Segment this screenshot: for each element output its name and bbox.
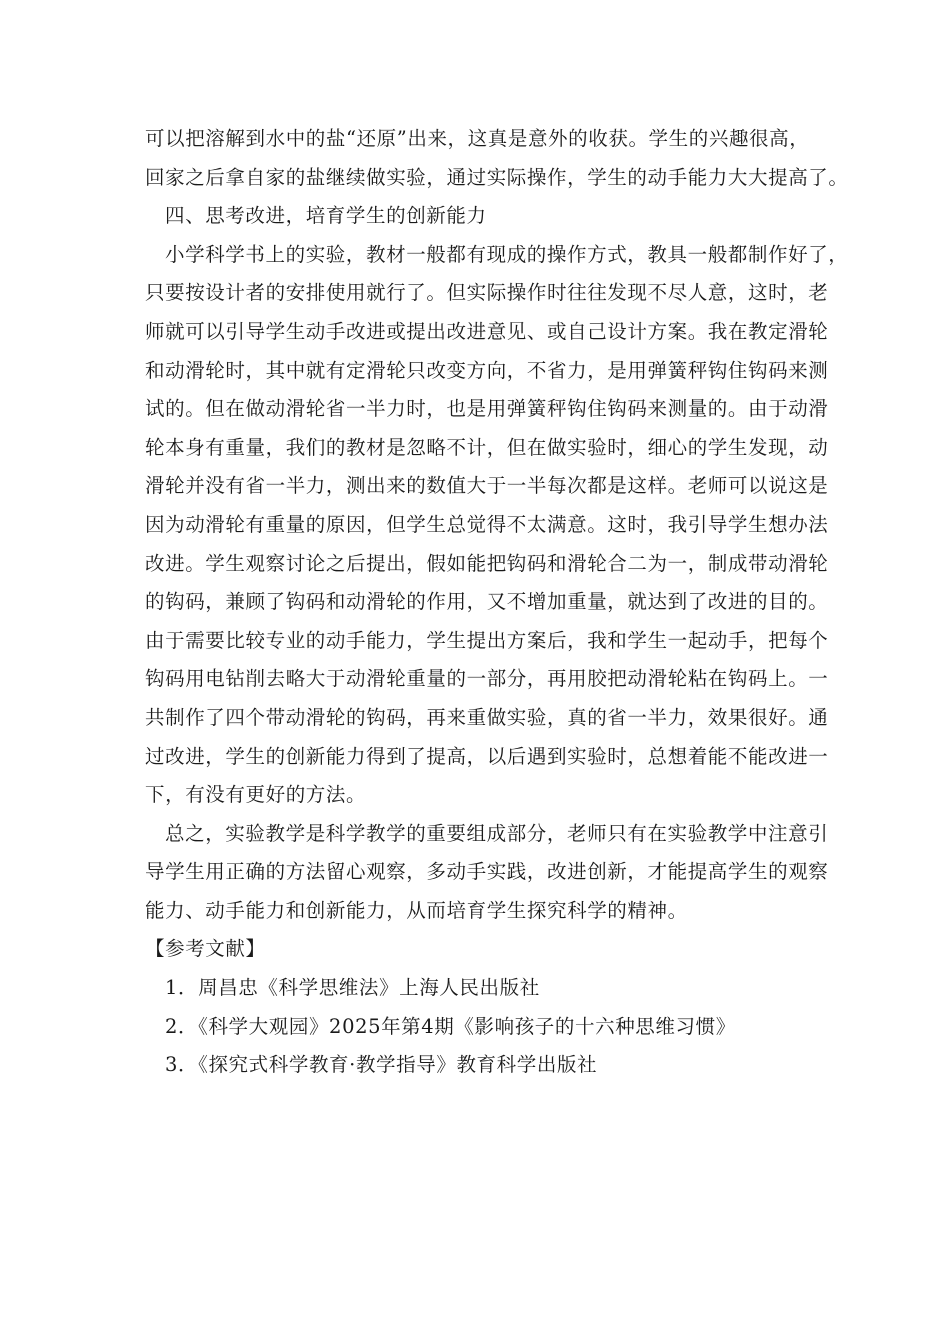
text-line: 轮本身有重量，我们的教材是忽略不计，但在做实验时，细心的学生发现，动 (145, 435, 829, 459)
text-line: 能力、动手能力和创新能力，从而培育学生探究科学的精神。 (145, 898, 688, 922)
references-list (145, 969, 805, 1085)
paragraph-continued (145, 120, 849, 197)
text-line: 因为动滑轮有重量的原因，但学生总觉得不太满意。这时，我引导学生想办法 (145, 512, 829, 536)
document-body (145, 120, 849, 1085)
text-line: 滑轮并没有省一半力，测出来的数值大于一半每次都是这样。老师可以说这是 (145, 474, 829, 498)
text-line: 由于需要比较专业的动手能力，学生提出方案后，我和学生一起动手，把每个 (145, 628, 829, 652)
text-line: 师就可以引导学生动手改进或提出改进意见、或自己设计方案。我在教定滑轮 (145, 319, 829, 343)
text-line: 只要按设计者的安排使用就行了。但实际操作时往往发现不尽人意，这时，老 (145, 281, 829, 305)
reference-item: 3．《探究式科学教育·教学指导》教育科学出版社 (165, 1053, 598, 1077)
text-line: 回家之后拿自家的盐继续做实验，通过实际操作，学生的动手能力大大提高了。 (145, 165, 849, 189)
text-line: 总之，实验教学是科学教学的重要组成部分，老师只有在实验教学中注意引 (165, 821, 829, 845)
text-line: 的钩码，兼顾了钩码和动滑轮的作用，又不增加重量，就达到了改进的目的。 (145, 590, 829, 614)
text-line: 钩码用电钻削去略大于动滑轮重量的一部分，再用胶把动滑轮粘在钩码上。一 (145, 667, 829, 691)
paragraph-conclusion (145, 815, 829, 931)
text-line: 下，有没有更好的方法。 (145, 783, 367, 807)
text-line: 试的。但在做动滑轮省一半力时，也是用弹簧秤钩住钩码来测量的。由于动滑 (145, 397, 829, 421)
text-line: 改进。学生观察讨论之后提出，假如能把钩码和滑轮合二为一，制成带动滑轮 (145, 551, 829, 575)
text-line: 共制作了四个带动滑轮的钩码，再来重做实验，真的省一半力，效果很好。通 (145, 705, 829, 729)
text-line: 可以把溶解到水中的盐“还原”出来，这真是意外的收获。学生的兴趣很高， (145, 127, 810, 150)
references-heading: 【参考文献】 (145, 937, 266, 961)
text-line: 小学科学书上的实验，教材一般都有现成的操作方式，教具一般都制作好了， (165, 242, 849, 266)
section-heading: 四、思考改进，培育学生的创新能力 (165, 204, 487, 228)
text-line: 过改进，学生的创新能力得到了提高，以后遇到实验时，总想着能不能改进一 (145, 744, 829, 768)
text-line: 导学生用正确的方法留心观察，多动手实践，改进创新，才能提高学生的观察 (145, 860, 829, 884)
paragraph-main (145, 236, 849, 815)
reference-item: 1．周昌忠《科学思维法》上海人民出版社 (165, 976, 540, 1000)
reference-item: 2．《科学大观园》2025年第4期《影响孩子的十六种思维习惯》 (165, 1014, 736, 1038)
text-line: 和动滑轮时，其中就有定滑轮只改变方向，不省力，是用弹簧秤钩住钩码来测 (145, 358, 829, 382)
